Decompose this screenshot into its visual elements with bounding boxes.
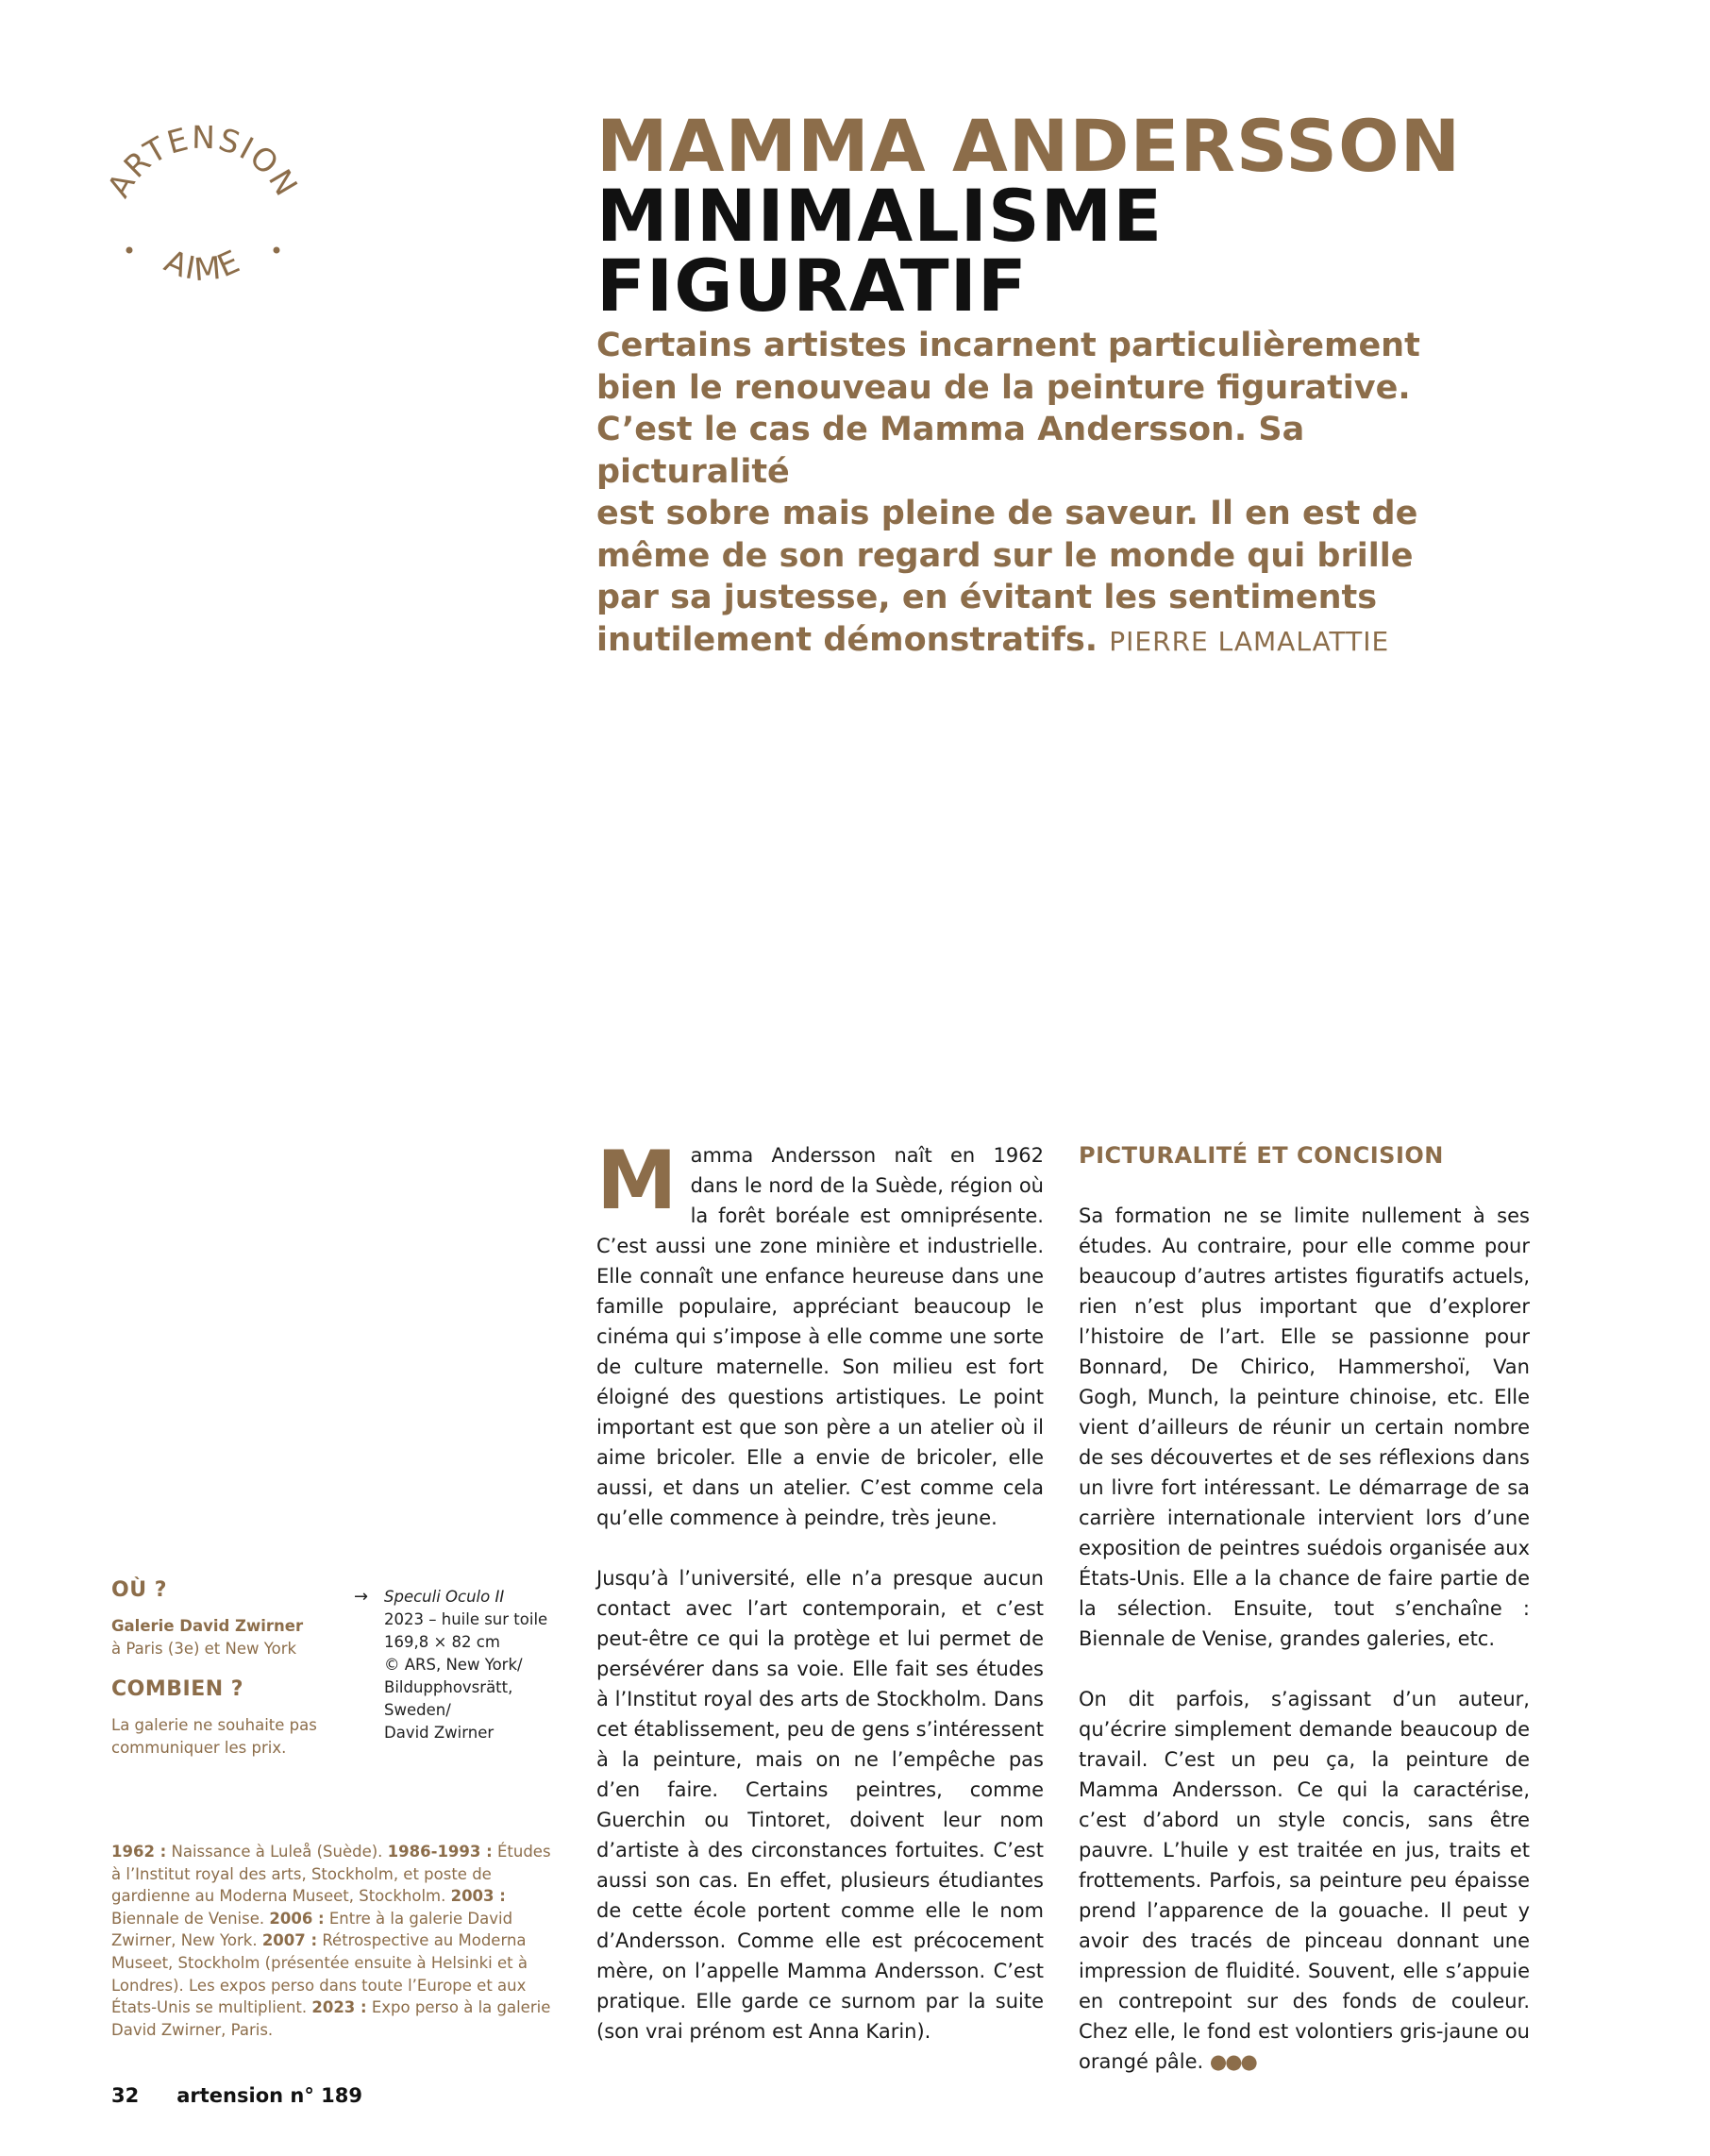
author-name: PIERRE LAMALATTIE <box>1109 625 1390 657</box>
body-paragraph: Mamma Andersson naît en 1962 dans le nord de la Suède, région où la forêt boréale est omniprésente. C’est aussi une zone minière et industrielle. Elle connaît une enfance heureuse dans une famille populaire, appréciant beaucoup le cinéma qui s’impose à elle comme une sorte de culture maternelle. Son milieu est fort éloigné des questions artistiques. Le point important est que son père a un atelier où il aime bricoler. Elle a envie de bricoler, elle aussi, et dans un atelier. C’est comme cela qu’elle commence à peindre, très jeune. <box>596 1134 1044 1529</box>
page-number: 32 <box>111 2084 140 2107</box>
end-mark: ●●● <box>1209 2050 1256 2073</box>
chrono-text: Études à l’Institut royal des arts, Stockholm, et poste de gardienne au Moderna Museet, Stockholm. <box>111 1843 551 1906</box>
biography-chronology <box>111 1841 555 2041</box>
chrono-text: Entre à la galerie David Zwirner, New York. <box>111 1909 513 1950</box>
logo-dot-left <box>126 247 133 254</box>
price-text: La galerie ne souhaite pas communiquer les prix. <box>111 1716 317 1757</box>
page-footer <box>111 2084 362 2107</box>
chrono-year: 1962 : <box>111 1843 167 1861</box>
gallery-name: Galerie David Zwirner <box>111 1617 304 1635</box>
chrono-year: 2023 : <box>311 1998 367 2017</box>
artension-aime-logo <box>99 99 307 307</box>
arrow-right-icon: → <box>354 1587 369 1607</box>
magazine-issue: artension n° 189 <box>176 2084 362 2107</box>
intro-line: est sobre mais pleine de saveur. Il en est de <box>596 495 1418 532</box>
chrono-text: Expo perso à la galerie David Zwirner, Paris. <box>111 1998 551 2039</box>
caption-line: Bildupphovsrätt, <box>384 1678 513 1696</box>
logo-dot-right <box>274 247 280 254</box>
sidebar-info <box>111 1578 338 1760</box>
logo-bottom-text: AIME <box>159 242 247 289</box>
logo-top-text: ARTENSION <box>99 118 307 204</box>
section-heading: PICTURALITÉ ET CONCISION <box>1079 1142 1444 1169</box>
body-paragraph: On dit parfois, s’agissant d’un auteur, qu’écrire simplement demande beaucoup de travail. C’est un peu ça, la peinture de Mamma Andersson. Ce qui la caractérise, c’est d’abord un style concis, sans être pauvre. L’huile y est traitée en jus, traits et frottements. Parfois, sa peinture peu épaisse prend l’apparence de la gouache. Il peut y avoir des tracés de pinceau donnant une impression de fluidité. Souvent, elle s’appuie en contrepoint sur des fonds de couleur. Chez elle, le fond est volontiers gris-jaune ou orangé pâle. ●●● <box>1079 1688 1530 2073</box>
title-artist-name: MAMMA ANDERSSON <box>596 104 1462 188</box>
body-column-1 <box>596 1134 1044 2047</box>
chrono-year: 2006 : <box>269 1909 325 1928</box>
chrono-year: 2003 : <box>450 1887 506 1906</box>
chrono-text: Rétrospective au Moderna Museet, Stockholm (présentée ensuite à Helsinki et à Londres). Les expos perso dans toute l’Europe et aux États-Unis se multiplient. <box>111 1931 528 2017</box>
article-intro <box>596 325 1502 663</box>
artwork-title: Speculi Oculo II <box>384 1588 505 1606</box>
title-line-3: FIGURATIF <box>596 244 1028 328</box>
chrono-text: Biennale de Venise. <box>111 1909 270 1928</box>
caption-line: Sweden/ <box>384 1701 451 1719</box>
intro-line: Certains artistes incarnent particulièrement <box>596 327 1420 364</box>
intro-line: même de son regard sur le monde qui brille <box>596 536 1414 575</box>
intro-line: C’est le cas de Mamma Andersson. Sa picturalité <box>596 411 1305 491</box>
caption-line: 2023 – huile sur toile <box>384 1610 548 1628</box>
drop-cap: M <box>596 1134 678 1228</box>
gallery-info <box>111 1615 338 1660</box>
chrono-text: Naissance à Luleå (Suède). <box>166 1843 388 1861</box>
gallery-location: à Paris (3e) et New York <box>111 1640 297 1658</box>
caption-line: 169,8 × 82 cm <box>384 1633 500 1651</box>
price-heading: COMBIEN ? <box>111 1677 244 1701</box>
body-paragraph: Sa formation ne se limite nullement à ses études. Au contraire, pour elle comme pour beaucoup d’autres artistes figuratifs actuels, rien n’est plus important que d’explorer l’histoire de l’art. Elle se passionne pour Bonnard, De Chirico, Hammershoï, Van Gogh, Munch, la peinture chinoise, etc. Elle vient d’ailleurs de réunir un certain nombre de ses découvertes et de ses réflexions dans un livre fort intéressant. Le démarrage de sa carrière internationale intervient lors d’une exposition de peintres suédois organisée aux États-Unis. Elle a la chance de faire partie de la sélection. Ensuite, tout s’enchaîne : Biennale de Venise, grandes galeries, etc. <box>1079 1204 1530 1650</box>
intro-line: par sa justesse, en évitant les sentiments <box>596 579 1378 616</box>
body-paragraph: Jusqu’à l’université, elle n’a presque aucun contact avec l’art contemporain, et c’est peut-être ce qui la protège et lui permet de persévérer dans sa voie. Elle fait ses études à l’Institut royal des arts de Stockholm. Dans cet établissement, peu de gens s’intéressent à la peinture, mais on ne l’empêche pas d’en faire. Certains peintres, comme Guerchin ou Tintoret, doivent leur nom d’artiste à des circonstances fortuites. C’est aussi son cas. En effet, plusieurs étudiantes de cette école portent comme elle le nom d’Andersson. Comme elle est précocement mère, on l’appelle Mamma Andersson. C’est pratique. Elle garde ce surnom par la suite (son vrai prénom est Anna Karin). <box>596 1567 1044 2043</box>
caption-line: © ARS, New York/ <box>384 1656 523 1674</box>
chrono-year: 1986-1993 : <box>387 1843 493 1861</box>
intro-line-last: inutilement démonstratifs. PIERRE LAMALATTIE <box>596 620 1390 659</box>
title-line-2: MINIMALISME <box>596 174 1164 258</box>
article-title <box>596 104 1635 328</box>
chrono-year: 2007 : <box>261 1931 318 1950</box>
body-column-2 <box>1079 1140 1530 2077</box>
where-heading: OÙ ? <box>111 1578 167 1602</box>
caption-line: David Zwirner <box>384 1724 495 1742</box>
intro-line: bien le renouveau de la peinture figurative. <box>596 368 1411 407</box>
image-caption <box>354 1586 552 1744</box>
